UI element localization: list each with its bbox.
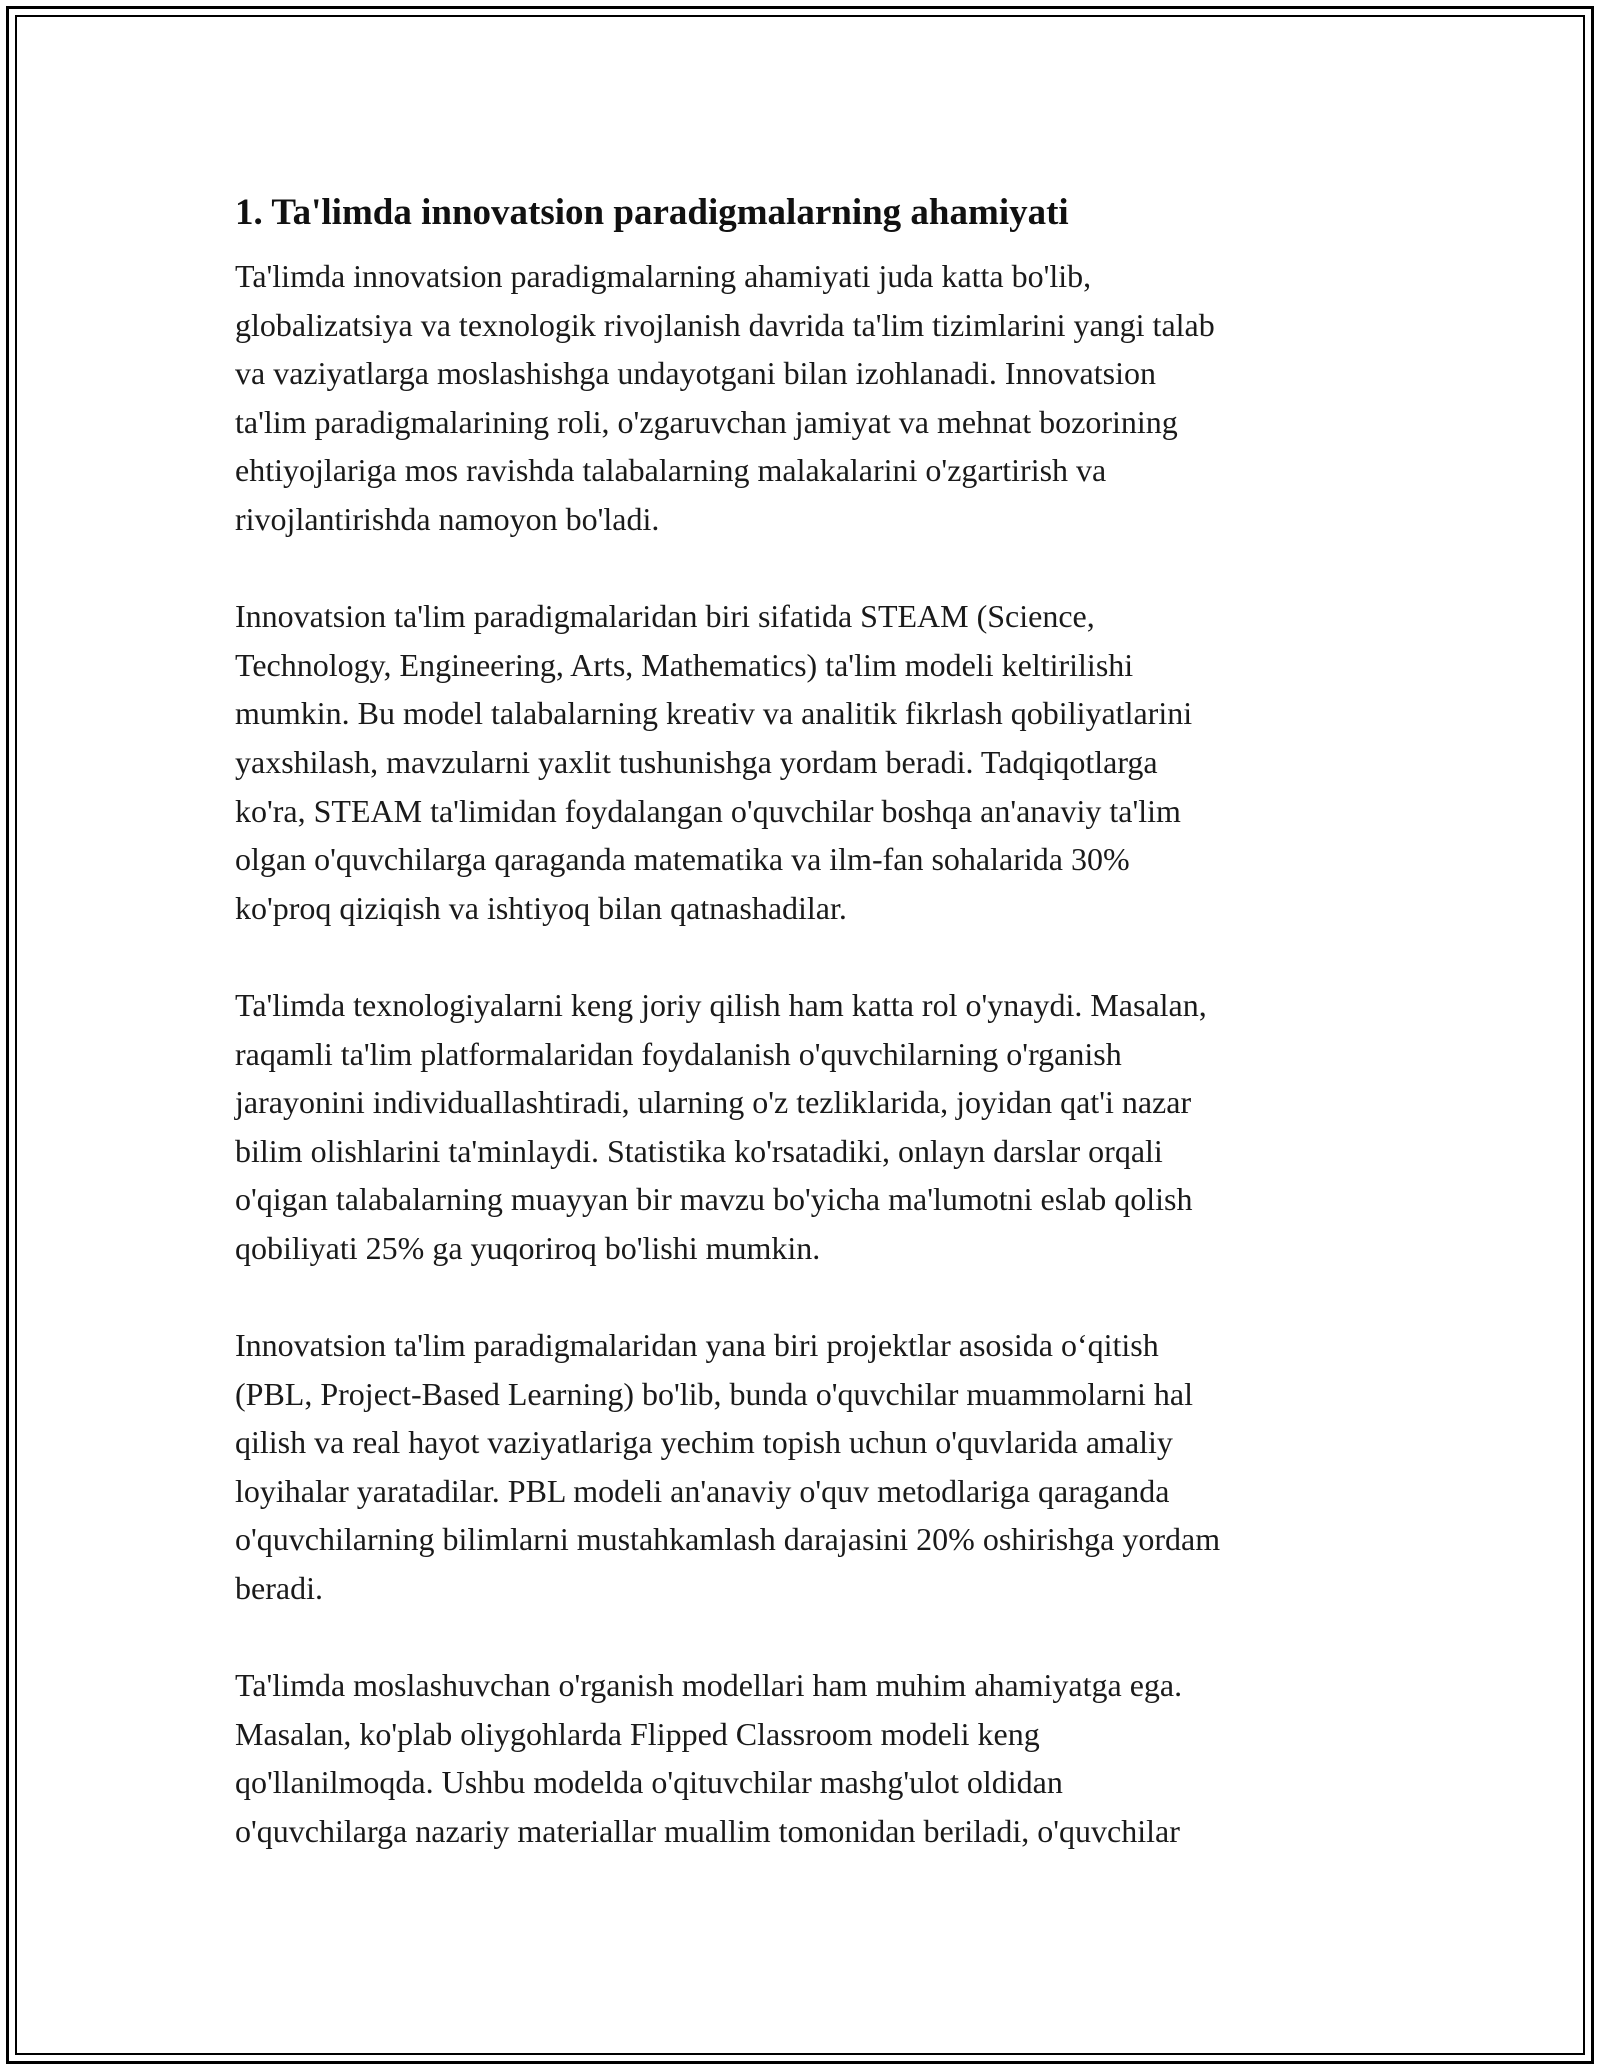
paragraph-line: qo'llanilmoqda. Ushbu modelda o'qituvchilar mashg'ulot oldidan: [235, 1764, 1063, 1801]
paragraph-line: o'quvchilarga nazariy materiallar muallim tomonidan beriladi, o'quvchilar: [235, 1813, 1180, 1849]
section-heading: 1. Ta'limda innovatsion paradigmalarning ahamiyati: [235, 192, 1069, 233]
paragraph-line: ta'lim paradigmalarining roli, o'zgaruvchan jamiyat va mehnat bozorining: [235, 403, 1178, 440]
paragraph-line: ko'ra, STEAM ta'limidan foydalangan o'quvchilar boshqa an'anaviy ta'lim: [235, 792, 1181, 829]
paragraph-line: Ta'limda texnologiyalarni keng joriy qilish ham katta rol o'ynaydi. Masalan,: [235, 986, 1207, 1023]
paragraph-line: qobiliyati 25% ga yuqoriroq bo'lishi mumkin.: [235, 1229, 821, 1266]
paragraph-line: Masalan, ko'plab oliygohlarda Flipped Classroom modeli keng: [235, 1715, 1040, 1752]
paragraph-line: Technology, Engineering, Arts, Mathematics) ta'lim modeli keltirilishi: [235, 646, 1134, 683]
paragraph-1: [235, 252, 1365, 544]
paragraph-line: jarayonini individuallashtiradi, ularning o'z tezliklarida, joyidan qat'i nazar: [235, 1084, 1192, 1121]
paragraph-5: [235, 1661, 1365, 1855]
paragraph-line: beradi.: [235, 1570, 323, 1607]
paragraph-4: [235, 1321, 1365, 1613]
paragraph-line: mumkin. Bu model talabalarning kreativ va analitik fikrlash qobiliyatlarini: [235, 695, 1193, 732]
paragraph-line: (PBL, Project-Based Learning) bo'lib, bunda o'quvchilar muammolarni hal: [235, 1375, 1193, 1412]
paragraph-line: va vaziyatlarga moslashishga undayotgani bilan izohlanadi. Innovatsion: [235, 355, 1156, 392]
paragraph-3: [235, 981, 1365, 1273]
paragraph-line: Ta'limda moslashuvchan o'rganish modellari ham muhim ahamiyatga ega.: [235, 1667, 1183, 1704]
paragraph-line: o'qigan talabalarning muayyan bir mavzu bo'yicha ma'lumotni eslab qolish: [235, 1181, 1193, 1218]
paragraph-line: Innovatsion ta'lim paradigmalaridan biri sifatida STEAM (Science,: [235, 598, 1095, 635]
paragraph-line: ko'proq qiziqish va ishtiyoq bilan qatnashadilar.: [235, 889, 847, 926]
paragraph-line: o'quvchilarning bilimlarni mustahkamlash darajasini 20% oshirishga yordam: [235, 1521, 1221, 1558]
paragraph-line: raqamli ta'lim platformalaridan foydalanish o'quvchilarning o'rganish: [235, 1035, 1122, 1072]
paragraph-line: globalizatsiya va texnologik rivojlanish davrida ta'lim tizimlarini yangi talab: [235, 306, 1215, 343]
paragraph-line: Innovatsion ta'lim paradigmalaridan yana biri projektlar asosida o‘qitish: [235, 1327, 1159, 1364]
paragraph-line: olgan o'quvchilarga qaraganda matematika va ilm-fan sohalarida 30%: [235, 841, 1130, 878]
paragraph-line: qilish va real hayot vaziyatlariga yechim topish uchun o'quvlarida amaliy: [235, 1424, 1173, 1461]
paragraph-line: bilim olishlarini ta'minlaydi. Statistika ko'rsatadiki, onlayn darslar orqali: [235, 1132, 1163, 1169]
paragraph-line: rivojlantirishda namoyon bo'ladi.: [235, 500, 660, 537]
document-body: [235, 188, 1365, 1904]
paragraph-2: [235, 592, 1365, 932]
paragraph-line: yaxshilash, mavzularni yaxlit tushunishga yordam beradi. Tadqiqotlarga: [235, 743, 1158, 780]
paragraph-line: ehtiyojlariga mos ravishda talabalarning malakalarini o'zgartirish va: [235, 452, 1107, 489]
paragraph-line: loyihalar yaratadilar. PBL modeli an'anaviy o'quv metodlariga qaraganda: [235, 1472, 1170, 1509]
paragraph-line: Ta'limda innovatsion paradigmalarning ahamiyati juda katta bo'lib,: [235, 258, 1092, 294]
